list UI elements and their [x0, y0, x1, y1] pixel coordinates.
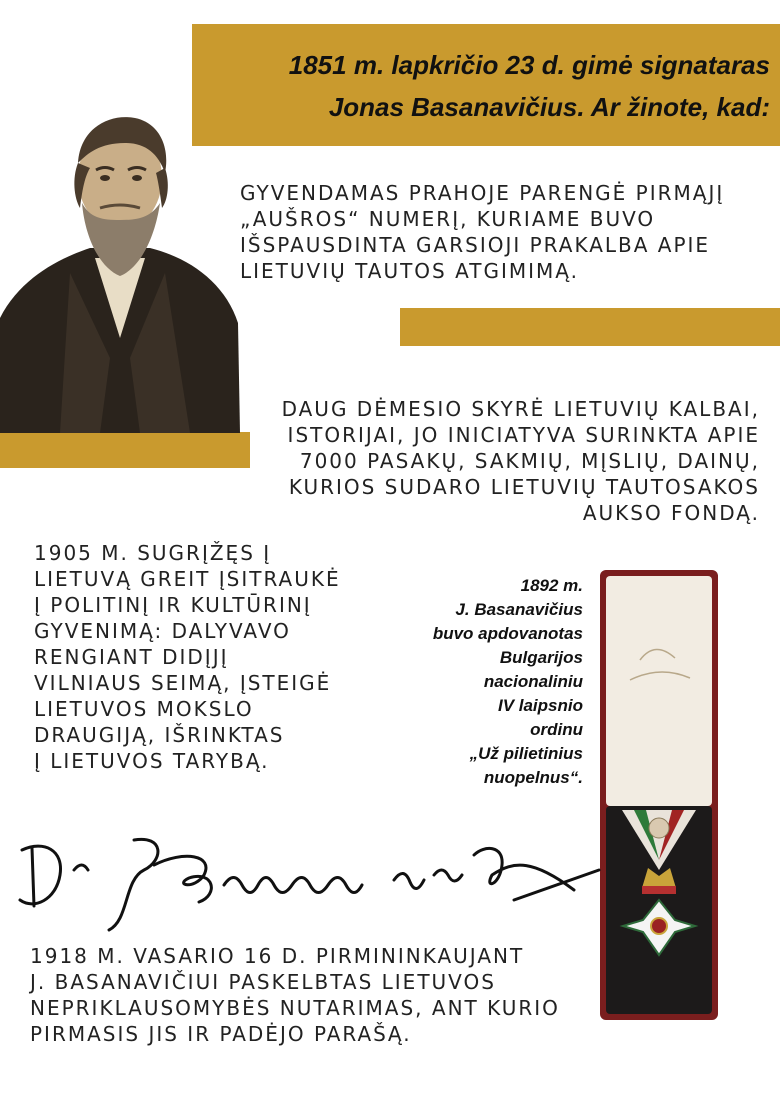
fact-folklore-line: ISTORIJAI, JO INICIATYVA SURINKTA APIE [287, 423, 760, 447]
fact-prague-line: IŠSPAUSDINTA GARSIOJI PRAKALBA APIE [240, 233, 711, 257]
fact-return-line: Į POLITINĮ IR KULTŪRINĮ [34, 593, 312, 617]
fact-folklore-line: DAUG DĖMESIO SKYRĖ LIETUVIŲ KALBAI, [281, 397, 760, 421]
title-line-1: 1851 m. lapkričio 23 d. gimė signataras [288, 50, 770, 80]
portrait-photo [0, 108, 240, 433]
medal-caption-line: 1892 m. [520, 576, 583, 595]
fact-folklore [240, 396, 760, 526]
medal-caption-line: nacionaliniu [483, 672, 583, 691]
fact-return-line: LIETUVOS MOKSLO [34, 697, 254, 721]
fact-independence-line: 1918 M. VASARIO 16 D. PIRMININKAUJANT [30, 944, 525, 968]
medal-caption-line: Bulgarijos [499, 648, 583, 667]
medal-caption-line: IV laipsnio [497, 696, 583, 715]
fact-return-line: 1905 M. SUGRĮŽĘS Į [34, 541, 272, 565]
medal-caption-line: ordinu [530, 720, 583, 739]
medal-caption [403, 574, 583, 790]
fact-prague-line: GYVENDAMAS PRAHOJE PARENGĖ PIRMĄJĮ [240, 181, 725, 205]
fact-folklore-line: 7000 PASAKŲ, SAKMIŲ, MĮSLIŲ, DAINŲ, [299, 449, 760, 473]
fact-prague-line: LIETUVIŲ TAUTOS ATGIMIMĄ. [240, 259, 579, 283]
medal-caption-line: J. Basanavičius [455, 600, 583, 619]
title-line-2: Jonas Basanavičius. Ar žinote, kad: [328, 92, 770, 122]
divider-band-right [400, 308, 780, 346]
fact-independence-line: J. BASANAVIČIUI PASKELBTAS LIETUVOS [30, 970, 496, 994]
fact-prague [240, 180, 724, 284]
fact-folklore-line: KURIOS SUDARO LIETUVIŲ TAUTOSAKOS [288, 475, 760, 499]
fact-return-line: GYVENIMĄ: DALYVAVO [34, 619, 291, 643]
fact-return-line: LIETUVĄ GREIT ĮSITRAUKĖ [34, 567, 341, 591]
medal-caption-line: „Už pilietinius [469, 744, 583, 763]
page-title [210, 44, 770, 128]
medal-caption-line: buvo apdovanotas [432, 624, 583, 643]
fact-independence [30, 943, 560, 1047]
fact-return-line: RENGIANT DIDĮJĮ [34, 645, 229, 669]
fact-independence-line: NEPRIKLAUSOMYBĖS NUTARIMAS, ANT KURIO [30, 996, 560, 1020]
fact-return-1905 [34, 540, 341, 774]
medal-caption-line: nuopelnus“. [483, 768, 583, 787]
fact-independence-line: PIRMASIS JIS IR PADĖJO PARAŠĄ. [30, 1022, 412, 1046]
order-medal-photo [600, 570, 718, 1020]
fact-prague-line: „AUŠROS“ NUMERĮ, KURIAME BUVO [240, 207, 656, 231]
fact-return-line: Į LIETUVOS TARYBĄ. [34, 749, 270, 773]
fact-return-line: VILNIAUS SEIMĄ, ĮSTEIGĖ [34, 671, 332, 695]
fact-folklore-line: AUKSO FONDĄ. [582, 501, 760, 525]
handwritten-signature [14, 830, 604, 940]
fact-return-line: DRAUGIJĄ, IŠRINKTAS [34, 723, 285, 747]
divider-band-left [0, 432, 250, 468]
